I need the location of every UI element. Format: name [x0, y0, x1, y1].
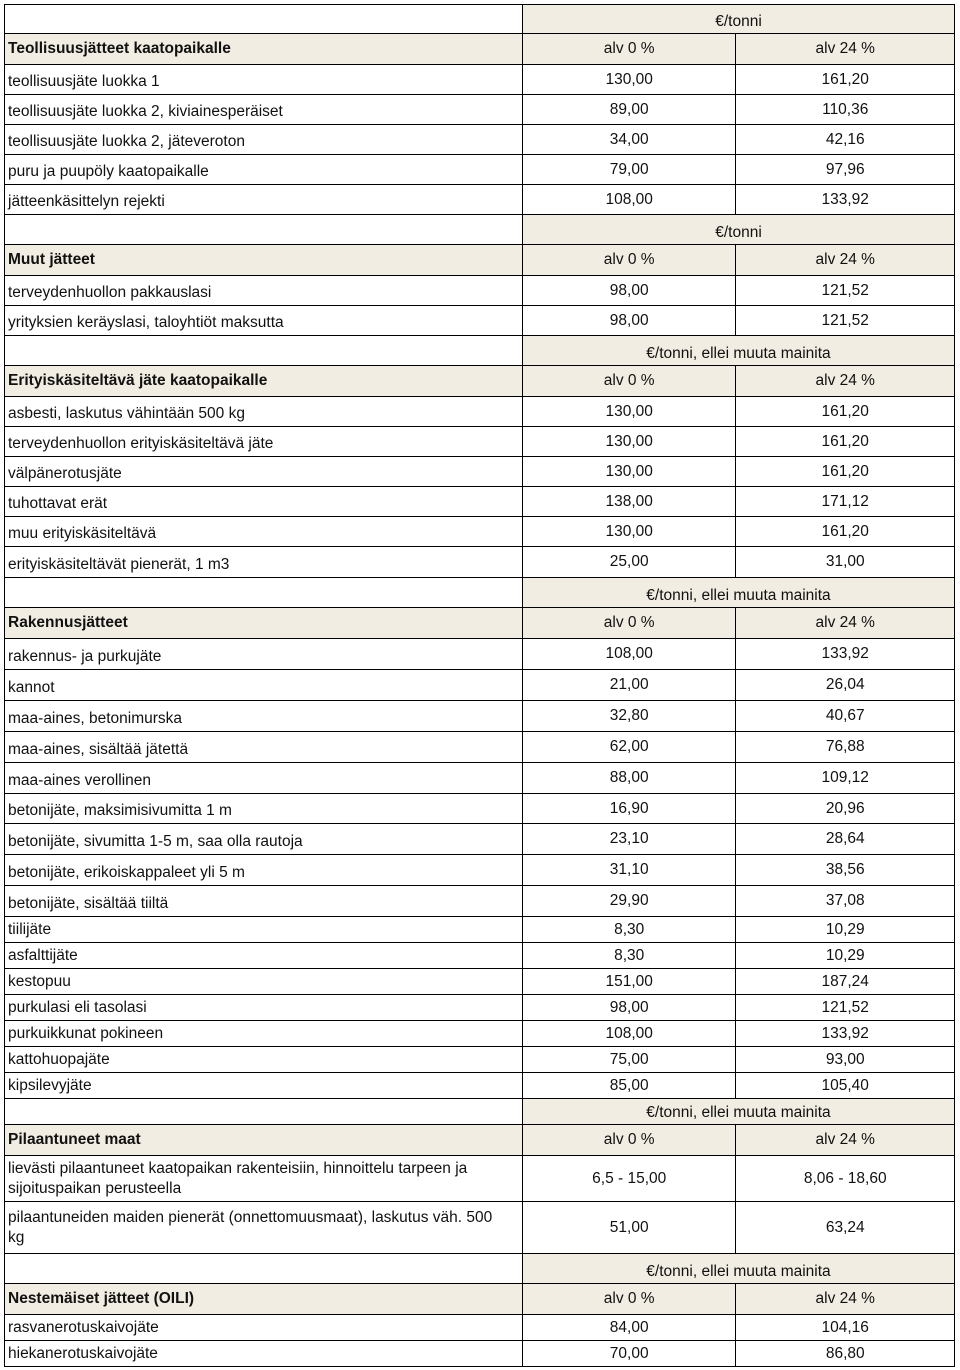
price-alv24: 26,04: [825, 676, 865, 693]
item-name: betonijäte, sisältää tiiltä: [5, 886, 523, 916]
table-row: [4, 397, 955, 427]
price-alv24: 31,00: [825, 553, 865, 570]
price-alv24: 20,96: [825, 799, 865, 817]
unit-spacer: [4, 5, 523, 33]
table-row: [4, 1021, 955, 1047]
col-alv0-header: alv 0 %: [523, 34, 737, 64]
price-alv24: 8,06 - 18,60: [803, 1169, 887, 1187]
table-row: [4, 457, 955, 487]
section-title: Pilaantuneet maat: [5, 1125, 523, 1155]
unit-label: €/tonni: [523, 215, 955, 244]
item-name: yrityksien keräyslasi, taloyhtiöt maksutta: [5, 306, 523, 335]
item-name: kannot: [5, 670, 523, 700]
price-alv24: 133,92: [821, 1024, 869, 1042]
item-name: betonijäte, sivumitta 1-5 m, saa olla rautoja: [5, 824, 523, 854]
item-name: puru ja puupöly kaatopaikalle: [5, 155, 523, 184]
price-alv24: 110,36: [822, 100, 869, 118]
item-name: purkulasi eli tasolasi: [5, 995, 523, 1020]
col-alv24-header: alv 24 %: [815, 40, 875, 57]
price-alv24: 10,29: [825, 920, 865, 938]
price-alv0: 130,00: [523, 517, 737, 546]
item-name: asfalttijäte: [5, 943, 523, 968]
unit-label: €/tonni, ellei muuta mainita: [523, 1254, 955, 1283]
price-alv24: 40,67: [825, 707, 865, 724]
unit-label: €/tonni, ellei muuta mainita: [523, 1099, 955, 1124]
section-header: [4, 366, 955, 397]
col-alv24-header: alv 24 %: [815, 1290, 875, 1307]
unit-row: [4, 215, 955, 245]
price-alv0: 32,80: [523, 701, 737, 731]
table-row: [4, 855, 955, 886]
item-name: maa-aines, sisältää jätettä: [5, 732, 523, 762]
price-alv24: 133,92: [821, 645, 869, 662]
section-header: [4, 1125, 955, 1156]
item-name: rasvanerotuskaivojäte: [5, 1315, 523, 1340]
item-name: jätteenkäsittelyn rejekti: [5, 185, 523, 214]
table-row: [4, 1073, 955, 1099]
price-alv24: 104,16: [821, 1318, 869, 1336]
price-alv0: 23,10: [523, 824, 737, 854]
item-name: teollisuusjäte luokka 2, jäteveroton: [5, 125, 523, 154]
unit-row: [4, 336, 955, 366]
price-alv24: 161,20: [821, 522, 869, 540]
table-row: [4, 701, 955, 732]
table-row: [4, 995, 955, 1021]
table-row: [4, 547, 955, 578]
col-alv0-header: alv 0 %: [523, 1125, 737, 1155]
item-name: tuhottavat erät: [5, 487, 523, 516]
section: [4, 1254, 955, 1367]
price-alv0: 151,00: [523, 969, 737, 994]
table-row: [4, 487, 955, 517]
price-alv24: 93,00: [825, 1050, 865, 1068]
price-alv0: 8,30: [523, 917, 737, 942]
section: [4, 215, 955, 336]
section-header: [4, 608, 955, 639]
section-title: Rakennusjätteet: [5, 608, 523, 638]
price-table: [4, 4, 955, 1367]
section: [4, 578, 955, 1099]
table-row: [4, 670, 955, 701]
price-alv0: 98,00: [523, 276, 737, 305]
section: [4, 336, 955, 578]
section-header: [4, 245, 955, 276]
item-name: terveydenhuollon erityiskäsiteltävä jäte: [5, 427, 523, 456]
section: [4, 4, 955, 215]
section-header: [4, 34, 955, 65]
table-row: [4, 969, 955, 995]
price-alv0: 21,00: [523, 670, 737, 700]
table-row: [4, 886, 955, 917]
item-name: rakennus- ja purkujäte: [5, 639, 523, 669]
price-alv24: 109,12: [821, 769, 869, 786]
table-row: [4, 155, 955, 185]
col-alv0-header: alv 0 %: [523, 1284, 737, 1314]
section-title: Nestemäiset jätteet (OILI): [5, 1284, 523, 1314]
col-alv24-header: alv 24 %: [815, 1131, 875, 1148]
price-alv24: 37,08: [825, 892, 865, 909]
price-alv24: 171,12: [821, 492, 869, 510]
price-alv24: 86,80: [825, 1344, 865, 1362]
table-row: [4, 794, 955, 824]
table-row: [4, 95, 955, 125]
table-row: [4, 917, 955, 943]
table-row: [4, 1047, 955, 1073]
item-name: välpänerotusjäte: [5, 457, 523, 486]
unit-label: €/tonni, ellei muuta mainita: [523, 336, 955, 365]
item-name: maa-aines verollinen: [5, 763, 523, 793]
col-alv0-header: alv 0 %: [523, 366, 737, 396]
price-alv0: 8,30: [523, 943, 737, 968]
table-row: [4, 125, 955, 155]
item-name: terveydenhuollon pakkauslasi: [5, 276, 523, 305]
price-alv24: 76,88: [825, 738, 865, 755]
price-alv0: 108,00: [523, 185, 737, 214]
price-alv24: 161,20: [821, 402, 869, 420]
unit-row: [4, 4, 955, 34]
table-row: [4, 732, 955, 763]
price-alv0: 98,00: [523, 995, 737, 1020]
item-name: kipsilevyjäte: [5, 1073, 523, 1098]
item-name: betonijäte, erikoiskappaleet yli 5 m: [5, 855, 523, 885]
price-alv0: 130,00: [523, 65, 737, 94]
price-alv24: 28,64: [825, 830, 865, 847]
price-alv24: 63,24: [825, 1218, 865, 1236]
unit-label: €/tonni, ellei muuta mainita: [523, 578, 955, 607]
price-alv0: 98,00: [523, 306, 737, 335]
price-alv0: 130,00: [523, 397, 737, 426]
unit-label: €/tonni: [523, 5, 955, 33]
price-alv0: 51,00: [523, 1202, 737, 1253]
price-alv24: 42,16: [825, 130, 865, 148]
item-name: lievästi pilaantuneet kaatopaikan rakenteisiin, hinnoittelu tarpeen ja sijoituspaikan perusteella: [5, 1156, 523, 1201]
price-alv0: 84,00: [523, 1315, 737, 1340]
price-alv0: 31,10: [523, 855, 737, 885]
item-name: kestopuu: [5, 969, 523, 994]
table-row: [4, 1156, 955, 1202]
section: [4, 1099, 955, 1254]
table-row: [4, 763, 955, 794]
price-alv24: 161,20: [821, 462, 869, 480]
unit-spacer: [4, 1254, 523, 1283]
section-title: Muut jätteet: [5, 245, 523, 275]
price-alv0: 108,00: [523, 639, 737, 669]
price-alv0: 62,00: [523, 732, 737, 762]
item-name: maa-aines, betonimurska: [5, 701, 523, 731]
table-row: [4, 943, 955, 969]
item-name: pilaantuneiden maiden pienerät (onnettomuusmaat), laskutus väh. 500 kg: [5, 1202, 523, 1253]
price-alv24: 10,29: [825, 946, 865, 964]
table-row: [4, 824, 955, 855]
col-alv24-header: alv 24 %: [815, 251, 875, 268]
item-name: asbesti, laskutus vähintään 500 kg: [5, 397, 523, 426]
price-alv0: 138,00: [523, 487, 737, 516]
price-alv24: 121,52: [821, 281, 869, 299]
section-title: Teollisuusjätteet kaatopaikalle: [5, 34, 523, 64]
price-alv0: 108,00: [523, 1021, 737, 1046]
unit-spacer: [4, 336, 523, 365]
unit-row: [4, 1099, 955, 1125]
item-name: hiekanerotuskaivojäte: [5, 1341, 523, 1366]
col-alv0-header: alv 0 %: [523, 245, 737, 275]
price-alv0: 25,00: [523, 547, 737, 577]
unit-spacer: [4, 215, 523, 244]
item-name: tiilijäte: [5, 917, 523, 942]
item-name: muu erityiskäsiteltävä: [5, 517, 523, 546]
table-row: [4, 1315, 955, 1341]
price-alv24: 133,92: [821, 190, 869, 208]
table-row: [4, 427, 955, 457]
price-alv0: 70,00: [523, 1341, 737, 1366]
section-title: Erityiskäsiteltävä jäte kaatopaikalle: [5, 366, 523, 396]
price-alv0: 29,90: [523, 886, 737, 916]
price-alv24: 105,40: [821, 1076, 869, 1094]
price-alv24: 187,24: [821, 972, 869, 990]
table-row: [4, 65, 955, 95]
unit-row: [4, 1254, 955, 1284]
price-alv0: 79,00: [523, 155, 737, 184]
item-name: teollisuusjäte luokka 2, kiviainesperäiset: [5, 95, 523, 124]
item-name: purkuikkunat pokineen: [5, 1021, 523, 1046]
price-alv0: 16,90: [523, 794, 737, 823]
item-name: erityiskäsiteltävät pienerät, 1 m3: [5, 547, 523, 577]
price-alv0: 6,5 - 15,00: [523, 1156, 737, 1201]
table-row: [4, 306, 955, 336]
section-header: [4, 1284, 955, 1315]
unit-spacer: [4, 1099, 523, 1124]
item-name: betonijäte, maksimisivumitta 1 m: [5, 794, 523, 823]
table-row: [4, 639, 955, 670]
price-alv24: 161,20: [821, 70, 869, 88]
price-alv24: 121,52: [821, 998, 869, 1016]
col-alv24-header: alv 24 %: [815, 614, 875, 631]
unit-row: [4, 578, 955, 608]
col-alv24-header: alv 24 %: [815, 372, 875, 389]
unit-spacer: [4, 578, 523, 607]
table-row: [4, 517, 955, 547]
price-alv24: 161,20: [821, 432, 869, 450]
price-alv0: 34,00: [523, 125, 737, 154]
col-alv0-header: alv 0 %: [523, 608, 737, 638]
price-alv24: 97,96: [825, 160, 865, 178]
table-row: [4, 1202, 955, 1254]
price-alv24: 38,56: [825, 861, 865, 878]
table-row: [4, 1341, 955, 1367]
price-alv24: 121,52: [821, 311, 869, 329]
table-row: [4, 185, 955, 215]
table-row: [4, 276, 955, 306]
price-alv0: 130,00: [523, 457, 737, 486]
item-name: teollisuusjäte luokka 1: [5, 65, 523, 94]
item-name: kattohuopajäte: [5, 1047, 523, 1072]
price-alv0: 75,00: [523, 1047, 737, 1072]
price-alv0: 88,00: [523, 763, 737, 793]
price-alv0: 130,00: [523, 427, 737, 456]
price-alv0: 85,00: [523, 1073, 737, 1098]
price-alv0: 89,00: [523, 95, 737, 124]
